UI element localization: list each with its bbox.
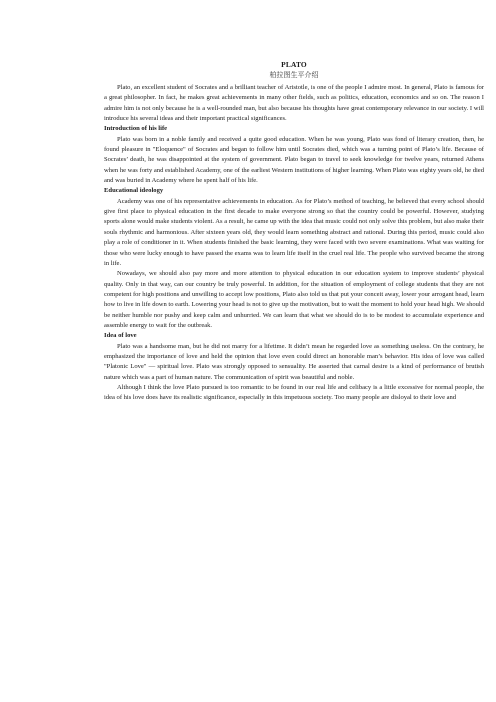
- life-paragraph: Plato was born in a noble family and received a quite good education. When he was young, Plato was fond of literary creation, then, he found pleasure in "Eloquence" of Socrates and began to follow him until Socrates died, which was a turning point of Plato’s life. Because of Socrates’ death, he was disappointed at the system of government. Plato began to travel to seek knowledge for twelve years, returned Athens when he was forty and established Academy, one of the earliest Western institutions of higher learning. When Plato was eighty years old, he died and was buried in Academy where he spent half of his life.: [104, 135, 484, 185]
- intro-paragraph: Plato, an excellent student of Socrates and a brilliant teacher of Aristotle, is one of the people I admire most. In general, Plato is famous for a great philosopher. In fact, he makes great achievements in many other fields, such as politics, education, economics and so on. The reason I admire him is not only because he is a well-rounded man, but also because his thoughts have great contemporary relevance in our society. I will introduce his several ideas and their important practical significances.: [104, 84, 484, 123]
- document-page: [104, 60, 496, 404]
- document-title: PLATO: [281, 60, 307, 69]
- document-subtitle: 柏拉图生平介绍: [269, 71, 319, 79]
- section-heading-love: Idea of love: [104, 332, 137, 340]
- education-paragraph-1: Academy was one of his representative achievements in education. As for Plato’s method of teaching, he believed that every school should give first place to physical education in the first decade to make everyone strong so that the country could be powerful. However, studying sports alone would make students violent. As a result, he came up with the idea that music could not only solve this problem, but also make their souls rhythmic and harmonious. After sixteen years old, they would learn something abstract and rational. During this period, music could also play a role of conditioner in it. When students finished the basic learning, they were faced with two severe examinations. What was waiting for those who were lucky enough to have passed the exams was to learn life itself in the cruel real life. The people who survived became the strong in life.: [104, 197, 484, 267]
- section-heading-education: Educational ideology: [104, 187, 164, 195]
- love-paragraph-1: Plato was a handsome man, but he did not marry for a lifetime. It didn’t mean he regarded love as something useless. On the contrary, he emphasized the importance of love and held the opinion that love even could direct an honorable man’s behavior. His idea of love was called "Platonic Love" — spiritual love. Plato was strongly opposed to sensuality. He asserted that carnal desire is a kind of performance of brutish nature which was a part of human nature. The communication of spirit was beautiful and noble.: [104, 342, 484, 381]
- section-heading-life: Introduction of his life: [104, 125, 168, 133]
- education-paragraph-2: Nowadays, we should also pay more and more attention to physical education in our education system to improve students’ physical quality. Only in that way, can our country be truly powerful. In addition, for the situation of employment of college students that they are not competent for high positions and unwilling to accept low positions, Plato also told us that put your conceit away, lower your arrogant head, learn how to live in life down to earth. Lowering your head is not to give up the motivation, but to wait the moment to hold your head high. We should be neither humble nor pushy and keep calm and unhurried. We can learn that what we should do is to be modest to accumulate experience and assemble energy to wait for the outbreak.: [104, 270, 484, 329]
- love-paragraph-2: Although I think the love Plato pursued is too romantic to be found in our real life and celibacy is a little excessive for normal people, the idea of his love does have its realistic significance, especially in this impetuous society. Too many people are disloyal to their love and: [104, 383, 484, 402]
